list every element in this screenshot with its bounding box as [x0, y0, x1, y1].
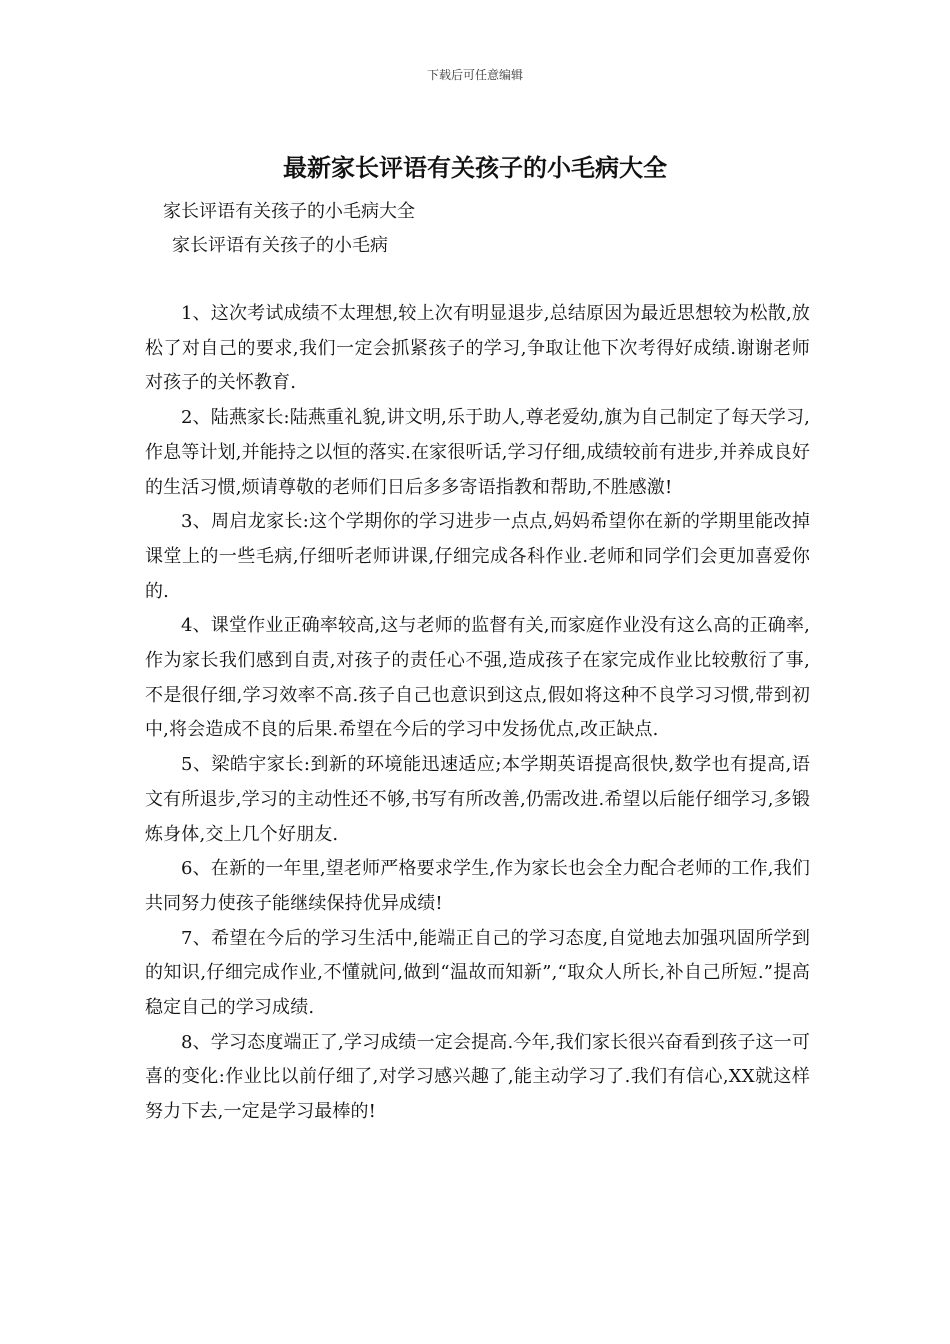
document-body: [145, 297, 810, 1130]
paragraph-5: 5、梁皓宇家长:到新的环境能迅速适应;本学期英语提高很快,数学也有提高,语文有所退步,学习的主动性还不够,书写有所改善,仍需改进.希望以后能仔细学习,多锻炼身体,交上几个好朋友.: [145, 754, 810, 845]
paragraph-1: 1、这次考试成绩不太理想,较上次有明显退步,总结原因为最近思想较为松散,放松了对自己的要求,我们一定会抓紧孩子的学习,争取让他下次考得好成绩.谢谢老师对孩子的关怀教育.: [145, 303, 810, 394]
paragraph-4: 4、课堂作业正确率较高,这与老师的监督有关,而家庭作业没有这么高的正确率,作为家长我们感到自责,对孩子的责任心不强,造成孩子在家完成作业比较敷衍了事,不是很仔细,学习效率不高.孩子自己也意识到这点,假如将这种不良学习习惯,带到初中,将会造成不良的后果.希望在今后的学习中发扬优点,改正缺点.: [145, 615, 810, 741]
header-note: 下载后可任意编辑: [426, 68, 523, 82]
paragraph-2: 2、陆燕家长:陆燕重礼貌,讲文明,乐于助人,尊老爱幼,旗为自己制定了每天学习,作息等计划,并能持之以恒的落实.在家很听话,学习仔细,成绩较前有进步,并养成良好的生活习惯,烦请尊敬的老师们日后多多寄语指教和帮助,不胜感激!: [145, 407, 810, 498]
document-title: 最新家长评语有关孩子的小毛病大全: [283, 154, 667, 182]
paragraph-3: 3、周启龙家长:这个学期你的学习进步一点点,妈妈希望你在新的学期里能改掉课堂上的一些毛病,仔细听老师讲课,仔细完成各科作业.老师和同学们会更加喜爱你的.: [145, 511, 810, 602]
paragraph-6: 6、在新的一年里,望老师严格要求学生,作为家长也会全力配合老师的工作,我们共同努力使孩子能继续保持优异成绩!: [145, 858, 810, 914]
subtitle-line-2: 家长评语有关孩子的小毛病: [172, 235, 388, 256]
paragraph-8: 8、学习态度端正了,学习成绩一定会提高.今年,我们家长很兴奋看到孩子这一可喜的变化:作业比以前仔细了,对学习感兴趣了,能主动学习了.我们有信心,XX就这样努力下去,一定是学习最棒的!: [145, 1031, 810, 1123]
paragraph-7: 7、希望在今后的学习生活中,能端正自己的学习态度,自觉地去加强巩固所学到的知识,仔细完成作业,不懂就问,做到“温故而知新”,“取众人所长,补自己所短.”提高稳定自己的学习成绩.: [145, 927, 810, 1019]
subtitle-line-1: 家长评语有关孩子的小毛病大全: [163, 201, 415, 222]
